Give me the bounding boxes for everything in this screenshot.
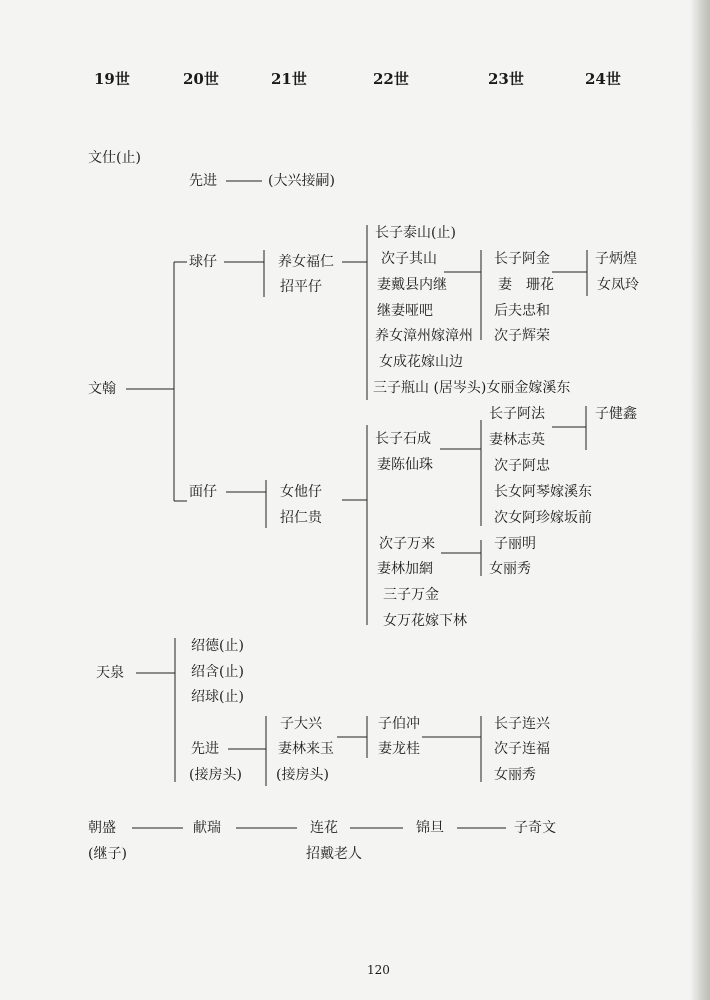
person-qi-lin-jiawang: 妻林加網 (377, 561, 433, 577)
person-qi-chen-xianzhu: 妻陈仙珠 (377, 457, 433, 473)
person-sanzi-wanjin: 三子万金 (383, 587, 439, 603)
page-number: 120 (367, 963, 390, 977)
person-qi-dai-xian: 妻戴县内继 (377, 277, 447, 293)
generation-22-label: 22世 (373, 70, 409, 88)
person-qiuzai: 球仔 (189, 254, 217, 270)
person-nv-lixiu-2: 女丽秀 (494, 767, 536, 783)
person-qi-lin-zhiying: 妻林志英 (489, 432, 545, 448)
person-cinv-azhen: 次女阿珍嫁坂前 (494, 510, 592, 526)
person-qi-shanhua: 妻 珊花 (498, 277, 554, 293)
person-wenhan: 文翰 (88, 381, 116, 397)
note-daxing-jiesi: (大兴接嗣) (268, 173, 335, 189)
person-zi-binghuang: 子炳煌 (595, 251, 637, 267)
person-nv-fengling: 女凤玲 (597, 277, 639, 293)
person-nv-wanhua: 女万花嫁下林 (383, 613, 467, 629)
person-zhangzi-afa: 长子阿法 (489, 406, 545, 422)
person-wenshi: 文仕(止) (88, 150, 141, 166)
person-shaoqiu: 绍球(止) (191, 689, 244, 705)
person-jindan: 锦旦 (416, 820, 444, 836)
generation-19-label: 19世 (94, 70, 130, 88)
person-zhangzi-shicheng: 长子石成 (375, 431, 431, 447)
note-jie-fangtou-2: (接房头) (276, 767, 329, 783)
generation-20-label: 20世 (183, 70, 219, 88)
person-zi-daxing: 子大兴 (280, 716, 322, 732)
person-sanzi-pingshan: 三子瓶山 (居岑头)女丽金嫁溪东 (373, 380, 571, 396)
person-cizi-huirong: 次子辉荣 (494, 328, 550, 344)
person-zi-qiwen: 子奇文 (514, 820, 556, 836)
note-jie-fangtou-1: (接房头) (189, 767, 242, 783)
person-jiqi-yaba: 继妻哑吧 (377, 303, 433, 319)
person-zhangzi-lianxing: 长子连兴 (494, 716, 550, 732)
person-cizi-wanlai: 次子万来 (379, 536, 435, 552)
person-zhangzi-ajin: 长子阿金 (494, 251, 550, 267)
person-houfu-zhonghe: 后夫忠和 (494, 303, 550, 319)
person-mianzai: 面仔 (189, 484, 217, 500)
person-cizi-azhong: 次子阿忠 (494, 458, 550, 474)
person-xianjin-1: 先进 (189, 173, 217, 189)
person-tianquan: 天泉 (96, 665, 124, 681)
person-zi-bochong: 子伯冲 (378, 716, 420, 732)
person-qi-lin-laiyu: 妻林来玉 (278, 741, 334, 757)
person-zhao-dai-laoren: 招戴老人 (306, 846, 362, 862)
person-shaohan: 绍含(止) (191, 664, 244, 680)
person-qi-longgui: 妻龙桂 (378, 741, 420, 757)
person-nv-lixiu-1: 女丽秀 (489, 561, 531, 577)
person-xianrui: 献瑞 (193, 820, 221, 836)
note-jizi: (继子) (88, 846, 127, 862)
person-zhangzi-taishan: 长子泰山(止) (375, 225, 456, 241)
person-shaode: 绍德(止) (191, 638, 244, 654)
person-cizi-qishan: 次子其山 (381, 251, 437, 267)
person-zhangnv-aqin: 长女阿琴嫁溪东 (494, 484, 592, 500)
generation-23-label: 23世 (488, 70, 524, 88)
person-zhao-rengui: 招仁贵 (280, 510, 322, 526)
generation-24-label: 24世 (585, 70, 621, 88)
generation-21-label: 21世 (271, 70, 307, 88)
person-chaosheng: 朝盛 (88, 820, 116, 836)
person-cizi-lianfu: 次子连福 (494, 741, 550, 757)
person-zi-liming: 子丽明 (494, 536, 536, 552)
person-zhao-pingzai: 招平仔 (280, 279, 322, 295)
person-zi-jianxin: 子健鑫 (595, 406, 637, 422)
person-yangnv-zhangzhou: 养女漳州嫁漳州 (375, 328, 473, 344)
person-nv-tazai: 女他仔 (280, 484, 322, 500)
person-yangnv-fuxin: 养女福仁 (278, 254, 334, 270)
person-xianjin-2: 先进 (191, 741, 219, 757)
person-nv-chenghua: 女成花嫁山边 (379, 354, 463, 370)
person-lianhua: 连花 (310, 820, 338, 836)
